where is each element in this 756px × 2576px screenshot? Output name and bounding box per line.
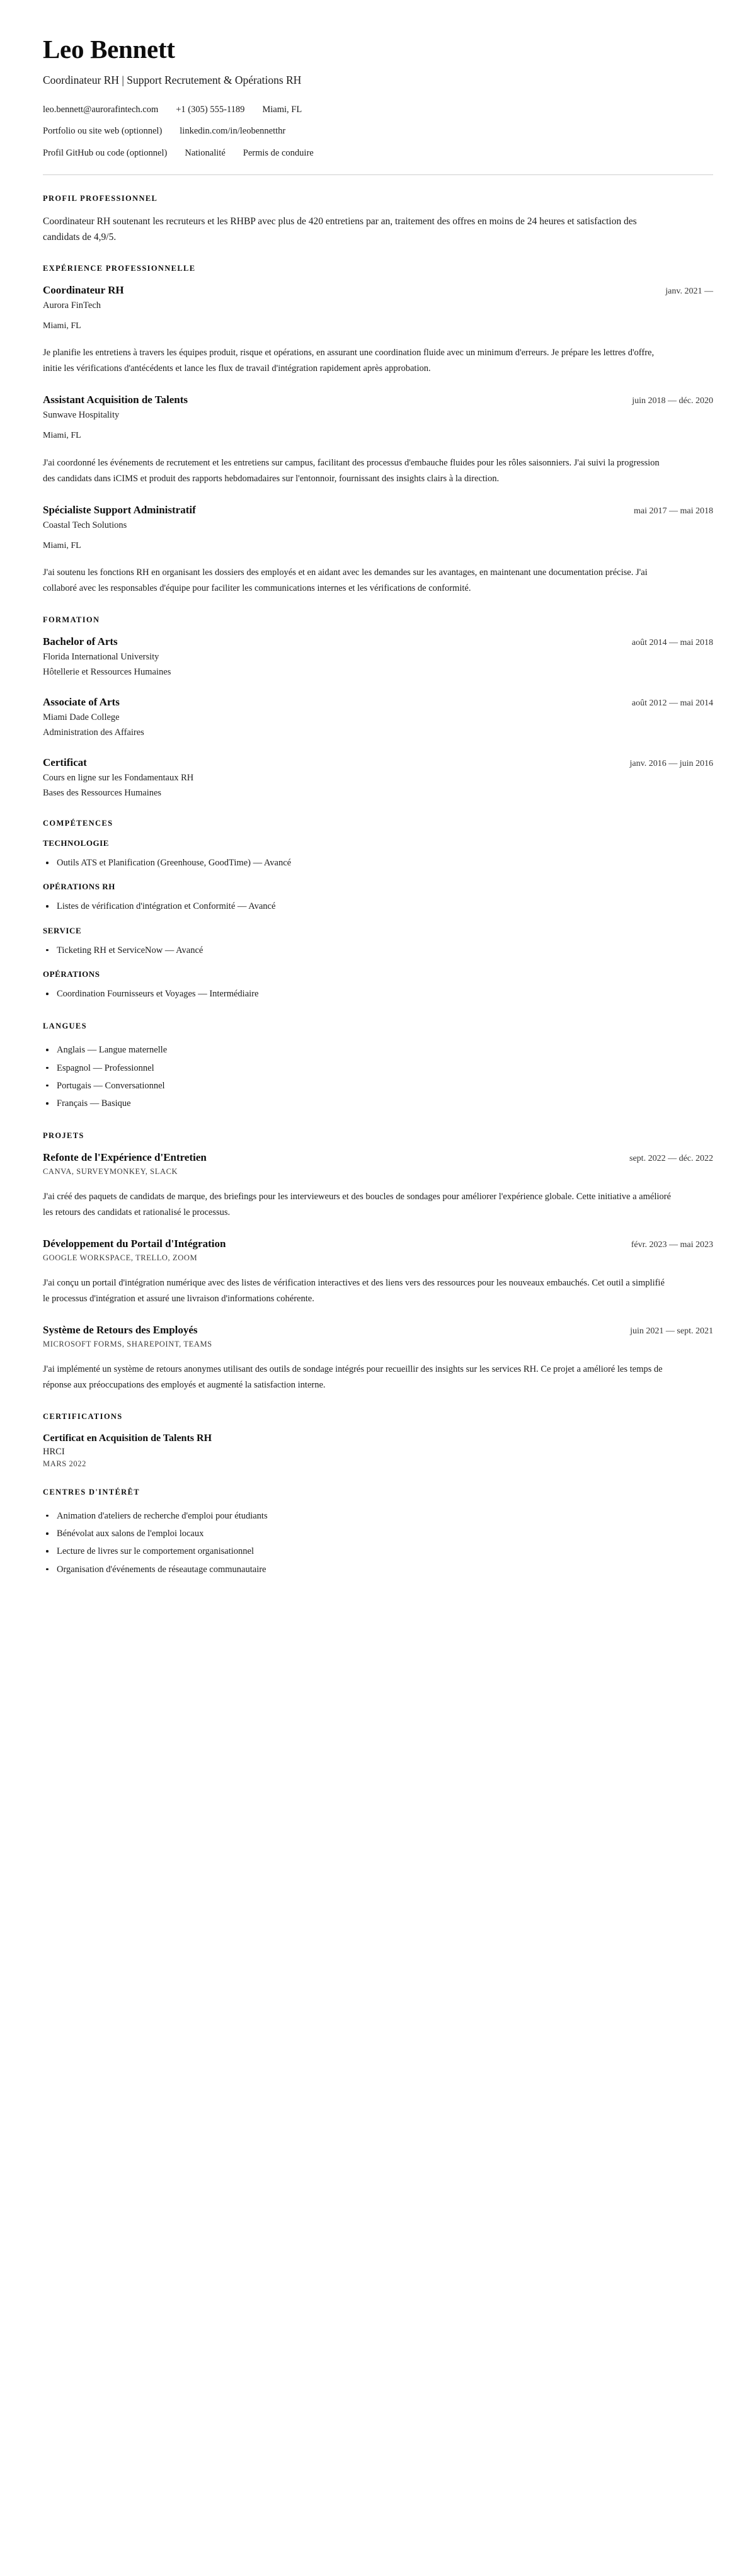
experience-description: Je planifie les entretiens à travers les équipes produit, risque et opérations, en assurant une coordination fluide avec un minimum d'erreurs. Je prépare les lettres d'offre, initie les vérifications d'antécédents et lance les flux de travail d'intégration rapidement après approbation. — [43, 348, 655, 374]
project-stack: MICROSOFT FORMS, SHAREPOINT, TEAMS — [43, 1340, 212, 1349]
project-entry — [43, 1237, 713, 1307]
contact-portfolio[interactable]: Portfolio ou site web (optionnel) — [43, 126, 163, 137]
section-certifications — [43, 1412, 713, 1469]
section-title-education: FORMATION — [43, 615, 100, 624]
skill-list — [43, 898, 713, 915]
education-entry — [43, 695, 713, 739]
section-profile — [43, 194, 713, 245]
project-entry-head — [43, 1151, 713, 1165]
experience-entry-head — [43, 283, 713, 297]
certification-entry — [43, 1432, 713, 1469]
project-description: J'ai implémenté un système de retours anonymes utilisant des outils de sondage intégrés pour recueillir des insights sur les services RH. Ce projet a amélioré les temps de réponse aux préoccupations des employés et augmenté la satisfaction interne. — [43, 1364, 663, 1391]
skill-group — [43, 838, 713, 872]
resume-header — [43, 35, 713, 161]
experience-entry-head — [43, 393, 713, 407]
project-description: J'ai créé des paquets de candidats de marque, des briefings pour les intervieweurs et des boucles de sondages pour améliorer l'expérience globale. Cette initiative a amélioré les retours des candidats et rationalisé le processus. — [43, 1192, 671, 1218]
section-experience — [43, 264, 713, 596]
skill-category-label: SERVICE — [43, 925, 82, 935]
project-stack: GOOGLE WORKSPACE, TRELLO, ZOOM — [43, 1253, 198, 1263]
project-entry-head — [43, 1237, 713, 1251]
skill-category-label: OPÉRATIONS — [43, 969, 100, 979]
education-date-range: août 2012 — mai 2014 — [631, 698, 713, 708]
section-education — [43, 615, 713, 800]
interest-item: Lecture de livres sur le comportement organisationnel — [43, 1542, 713, 1560]
skill-item: Listes de vérification d'intégration et Conformité — Avancé — [43, 898, 713, 915]
section-title-experience: EXPÉRIENCE PROFESSIONNELLE — [43, 264, 196, 273]
experience-location: Miami, FL — [43, 431, 81, 441]
experience-job-title: Coordinateur RH — [43, 284, 124, 296]
skill-group — [43, 969, 713, 1003]
section-projects — [43, 1131, 713, 1393]
contact-nationality: Nationalité — [185, 148, 226, 159]
experience-location: Miami, FL — [43, 540, 81, 550]
section-skills — [43, 819, 713, 1003]
contact-row-primary — [43, 103, 713, 117]
contact-github[interactable]: Profil GitHub ou code (optionnel) — [43, 148, 168, 159]
education-school: Cours en ligne sur les Fondamentaux RH — [43, 773, 194, 784]
skill-group — [43, 926, 713, 959]
education-date-range: janv. 2016 — juin 2016 — [629, 759, 713, 769]
profile-summary-text: Coordinateur RH soutenant les recruteurs et les RHBP avec plus de 420 entretiens par an, traitement des offres en moins de 24 heures et satisfaction des candidats de 4,9/5. — [43, 215, 637, 242]
experience-location: Miami, FL — [43, 321, 81, 331]
certification-name: Certificat en Acquisition de Talents RH — [43, 1433, 212, 1444]
education-school: Miami Dade College — [43, 712, 120, 723]
header-divider — [43, 174, 713, 175]
interest-item: Bénévolat aux salons de l'emploi locaux — [43, 1525, 713, 1542]
experience-entry-head — [43, 503, 713, 517]
experience-entry — [43, 283, 713, 377]
experience-description: J'ai coordonné les événements de recrutement et les entretiens sur campus, facilitant des processus d'embauche fluides pour les rôles saisonniers. J'ai suivi la progression des candidats dans iCIMS et produit des rapports hebdomadaires sur l'entonnoir, fournissant des insights clairs à la direction. — [43, 457, 660, 484]
section-title-skills: COMPÉTENCES — [43, 819, 113, 828]
skill-list — [43, 854, 713, 872]
interest-item: Organisation d'événements de réseautage communautaire — [43, 1561, 713, 1578]
project-date-range: févr. 2023 — mai 2023 — [631, 1240, 713, 1250]
section-title-languages: LANGUES — [43, 1022, 87, 1031]
certification-date: MARS 2022 — [43, 1459, 86, 1468]
education-entry-head — [43, 695, 713, 709]
language-item: Espagnol — Professionnel — [43, 1059, 713, 1077]
language-list — [43, 1041, 713, 1112]
project-title: Système de Retours des Employés — [43, 1324, 198, 1336]
interest-item: Animation d'ateliers de recherche d'emploi pour étudiants — [43, 1507, 713, 1525]
candidate-name: Leo Bennett — [43, 35, 175, 64]
contact-row-web — [43, 125, 713, 139]
section-interests — [43, 1488, 713, 1578]
experience-job-title: Assistant Acquisition de Talents — [43, 394, 188, 406]
experience-company: Coastal Tech Solutions — [43, 520, 127, 530]
experience-entry — [43, 393, 713, 486]
skill-item: Outils ATS et Planification (Greenhouse, GoodTime) — Avancé — [43, 854, 713, 872]
section-title-interests: CENTRES D'INTÉRÊT — [43, 1487, 140, 1496]
language-item: Portugais — Conversationnel — [43, 1077, 713, 1095]
experience-description: J'ai soutenu les fonctions RH en organisant les dossiers des employés et en aidant avec les demandes sur les avantages, en maintenant une documentation précise. J'ai collaboré avec les responsables d'équipe pour faciliter les communications internes et les vérifications de conformité. — [43, 567, 648, 593]
candidate-headline: Coordinateur RH | Support Recrutement & Opérations RH — [43, 73, 302, 86]
education-field: Administration des Affaires — [43, 727, 144, 738]
project-entry — [43, 1151, 713, 1221]
project-entry-head — [43, 1323, 713, 1337]
language-item: Français — Basique — [43, 1095, 713, 1112]
skill-list — [43, 942, 713, 959]
education-entry — [43, 635, 713, 679]
project-description: J'ai conçu un portail d'intégration numérique avec des listes de vérification interactives et des liens vers des ressources pour les nouveaux embauchés. Cet outil a simplifié le processus d'intégration et assuré une livraison d'informations cohérente. — [43, 1278, 665, 1304]
contact-driving-license: Permis de conduire — [243, 148, 314, 159]
education-degree: Associate of Arts — [43, 695, 120, 708]
section-title-projects: PROJETS — [43, 1131, 84, 1141]
section-languages — [43, 1022, 713, 1112]
certification-issuer: HRCI — [43, 1446, 65, 1457]
experience-job-title: Spécialiste Support Administratif — [43, 503, 196, 516]
education-school: Florida International University — [43, 651, 159, 662]
education-degree: Bachelor of Arts — [43, 635, 118, 647]
education-entry — [43, 756, 713, 800]
experience-entry — [43, 503, 713, 596]
project-stack: CANVA, SURVEYMONKEY, SLACK — [43, 1167, 178, 1177]
skill-category-label: TECHNOLOGIE — [43, 838, 110, 848]
contact-linkedin[interactable]: linkedin.com/in/leobennetthr — [180, 126, 286, 137]
language-item: Anglais — Langue maternelle — [43, 1041, 713, 1059]
skill-group — [43, 882, 713, 915]
education-entry-head — [43, 635, 713, 649]
project-entry — [43, 1323, 713, 1393]
skill-list — [43, 985, 713, 1003]
experience-date-range: janv. 2021 — — [665, 287, 713, 296]
skill-category-label: OPÉRATIONS RH — [43, 882, 115, 892]
education-date-range: août 2014 — mai 2018 — [631, 637, 713, 647]
contact-row-misc — [43, 147, 713, 161]
contact-email[interactable]: leo.bennett@aurorafintech.com — [43, 104, 159, 115]
contact-location: Miami, FL — [262, 104, 302, 115]
education-entry-head — [43, 756, 713, 770]
experience-company: Sunwave Hospitality — [43, 410, 120, 421]
project-title: Développement du Portail d'Intégration — [43, 1238, 226, 1250]
experience-date-range: mai 2017 — mai 2018 — [634, 506, 713, 516]
experience-date-range: juin 2018 — déc. 2020 — [632, 396, 713, 406]
skill-item: Ticketing RH et ServiceNow — Avancé — [43, 942, 713, 959]
project-title: Refonte de l'Expérience d'Entretien — [43, 1151, 207, 1164]
education-field: Hôtellerie et Ressources Humaines — [43, 666, 171, 677]
project-date-range: juin 2021 — sept. 2021 — [630, 1326, 713, 1336]
section-title-certifications: CERTIFICATIONS — [43, 1412, 123, 1422]
contact-phone[interactable]: +1 (305) 555-1189 — [176, 104, 245, 115]
experience-company: Aurora FinTech — [43, 300, 101, 311]
education-field: Bases des Ressources Humaines — [43, 788, 162, 799]
skill-item: Coordination Fournisseurs et Voyages — Intermédiaire — [43, 985, 713, 1003]
interest-list — [43, 1507, 713, 1578]
section-title-profile: PROFIL PROFESSIONNEL — [43, 193, 158, 203]
project-date-range: sept. 2022 — déc. 2022 — [629, 1154, 713, 1164]
education-degree: Certificat — [43, 756, 87, 769]
